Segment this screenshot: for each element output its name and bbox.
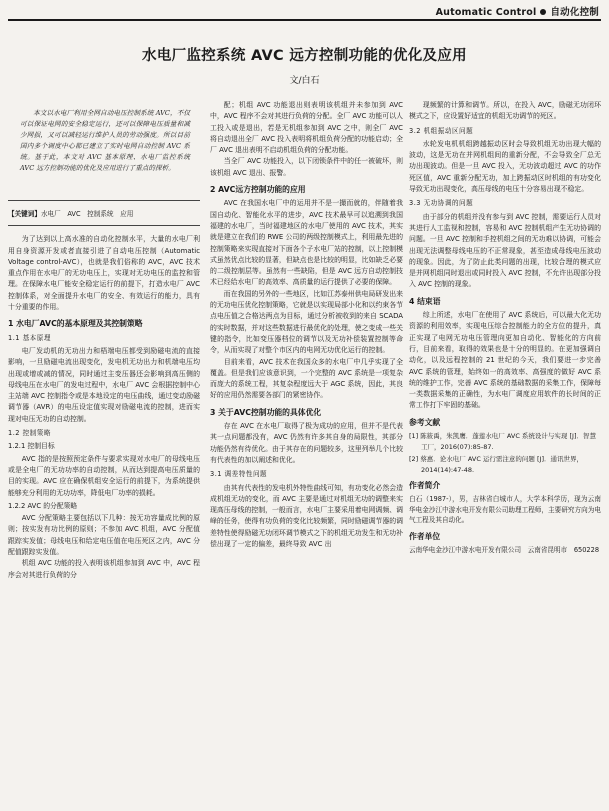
abstract-text: 本文以水电厂利用全网自动电压控制系统 AVC，不仅可以保证电网的安全稳定运行，还可以保障电压质量和减少网损，又可以减轻运行维护人员的劳动强度。所以目前国内多个调度中心都已建立了实时电网自动控制 AVC 系统。基于此，本文对 AVC 基本原理、水电厂监控系统 AVC 远方控制功能的优化及应用进行了重点的探析。 [20, 109, 190, 172]
intro-paragraph: 为了达到以上高水准的自动化控制水平，大量的水电厂利用自身资源开发或者直接引进了自动电压控制（Automatic Voltage control-AVC），也就是我们俗称的 AVC，AVC 技术重点作用在水电厂的无功电压上，实现对无功电压的监控和管理。在保障水电厂能安全稳定运行的前提下，打造水电厂 AVC 控制体系，对全面提升水电厂的安全、有效运行的能力，具有十分重要的作用。 [8, 235, 200, 312]
journal-name-en: Automatic Control [435, 7, 537, 18]
paragraph-2-3: 目前来看，AVC 技术在我国众多的水电厂中几乎实现了全覆盖。但是我们应该意识到，一个完整的 AVC 系统是一项复杂而庞大的系统工程，其复杂程度远大于 AGC 系统，因此，其良好的应用仍然需要各部门的紧密协作。 [210, 357, 403, 400]
paper-author: 文/白石 [289, 76, 320, 86]
paragraph-1-1: 电厂发动机的无功出力和梧端电压都受到励磁电流的直接影响，一旦励磁电流出现变化，发电机无功出力和机端电压均出现或增或减的情况，同时通过主变压器还会影响到高压侧的母线电压在水电厂的发电过程中，水电厂 AVC 会根据控制中心主站端 AVC 控制指令或是本地设定的电压曲线，通过变动励磁调节器（AVR）的电压设定值实现对励磁电流的控制，进而实现对电压无功的自动控制。 [8, 346, 200, 423]
author-unit: 云南华电金沙江中游水电开发有限公司 云南省昆明市 650228 [409, 546, 600, 555]
paragraph-1-2-1: AVC 指的是按照预定条件与要求实现对水电厂的母线电压或是全电厂的无功功率的自动控制，从而达到提高电压质量的目的实现。AVC 应在确保机组安全运行的前提下，为系统提供能够充分利用的无功功率，降低电厂功率的损耗。 [8, 454, 200, 497]
subsection-heading-3-1: 3.1 调差特性问题 [210, 470, 268, 479]
bullet-icon [540, 9, 546, 15]
paragraph-allocation: 配；机组 AVC 功能退出则表明该机组并未参加到 AVC 中，AVC 程序不会对其进行负荷的分配。全厂 AVC 功能可以人工投入或是退出，若是无机组参加到 AVC 之中，则全厂 AVC 将自动退出全厂 AVC 投入表明将机组负荷分配的功能启动；全厂 AVC 退出表明不启动机组负荷的分配功能。 [210, 101, 403, 155]
paragraph-3-2: 水轮发电机机组跨越振动区时会导致机组无功出现大幅的波动，这是无功在并网机组间的重新分配，不会导致全厂总无功出现波动。但是一旦 AVC 投入，无功波动超过 AVC 的功作死区值，AVC 重新分配无功，加上跨振动区时机组的有功变化导致无功出现变化，高压母线的电压十分容易出现不稳定。 [409, 139, 601, 194]
paragraph-1-2-2: AVC 分配策略主要包括以下几种：按无功容量成比例的原则；按实发有功比例的原则；不参加 AVC 机组，AVC 分配值跟踪实发值；母线电压和给定电压值在电压死区之内，AVC 分配值跟踪实发值。 [8, 514, 200, 557]
keywords [8, 200, 200, 226]
paragraph-lock: 当全厂 AVC 功能投入，以下闭锁条件中的任一被破坏，则该机组 AVC 退出、报警。 [210, 157, 403, 177]
paragraph-3-1-cont: 现频繁的计算和调节。所以，在投入 AVC，励磁无功闭环模式之下，应设置好适宜的机组无功调节的死区。 [409, 101, 601, 121]
subsection-heading-3-2: 3.2 机组振动区问题 [409, 126, 474, 135]
author-unit-heading: 作者单位 [409, 531, 441, 541]
column-right [409, 100, 601, 556]
paragraph-3-intro: 存在 AVC 在水电厂取得了极为成功的应用，但并不是代表其一点问题都没有，AVC 仍然有许多其自身的局限性，其部分功能仍然有待优化。由于其存在的问题较多，这里列举几个比较有代表性的加以阐述和优化。 [210, 422, 403, 464]
paragraph-2-2: 而在我国的另外的一些地区，比如江苏泰州供电局研发出来的无功电压优化控制策略，它就是以实现局部小化和以约束各节点电压值之合格达两点为目标，通过分析被收到的来自 SCADA 的实时数据，并对这些数据进行最优化的处理，使之变成一些关键的指令，比如变压器档位的调节以及无功补偿装置控制等命令，从而实现了对整个市区内的电网无功优化运行的控制。 [210, 289, 403, 355]
keywords-text: 水电厂 AVC 控制系统 应用 [40, 210, 134, 218]
section-heading-4: 4 结束语 [409, 296, 441, 306]
subsection-heading-3-3: 3.3 无功协调的问题 [409, 199, 474, 208]
author-bio-heading: 作者简介 [409, 481, 441, 491]
paragraph-3-3: 由于部分的机组并没有参与到 AVC 控制，需要运行人员对其进行人工监视和控制，容易和 AVC 控制机组产生无功协调的问题。一旦 AVC 控制和手控机组之间的无功难以协调，可能会出现无法调整母线电压的不正常现象，甚至造成母线电压波动的现象。因此，为了防止此类问题的出现，比较合理的模式应是并网机组同时退出或同时投入 AVC 控制，不允许出现部分投入 AVC 控制的现象。 [409, 212, 601, 289]
subsection-heading-1-1: 1.1 基本原理 [8, 333, 51, 342]
reference-item: [1] 陈筱禹，朱凯鹰．蓬莲水电厂 AVC 系统设计与实现 [J]．智慧工厂，2016(07):85-87. [409, 432, 596, 451]
subsubsection-heading-1-2-2: 1.2.2 AVC 的分配策略 [8, 501, 78, 510]
keywords-label: 【关键词】 [8, 210, 41, 218]
section-heading-3: 3 关于AVC控制功能的具体优化 [210, 407, 322, 417]
paragraph-1-2-2b: 机组 AVC 功能的投入表明该机组参加到 AVC 中，AVC 程序会对其进行负荷的分 [8, 559, 200, 579]
abstract-box [8, 100, 200, 178]
column-left [8, 100, 200, 581]
subsubsection-heading-1-2-1: 1.2.1 控制目标 [8, 442, 55, 451]
references-heading: 参考文献 [409, 417, 441, 427]
references-list [409, 431, 601, 475]
paragraph-conclusion: 综上所述，水电厂在使用了 AVC 系统后，可以最大化无功资源的利用效率，实现电压综合控制能力的全方位的提升，真正实现了电网无功电压管理向更加自动化、智能化的方向前行，目前来看，取得的效果也是十分的明显的。在更加强调自动化，以及远程控制的 21 世纪的今天，我们要进一步完善 AVC 系统的管理，始终如一的高效率、高强度的做好 AVC 系统的维护工作，完善 AVC 系统的基础数据的采集工作，保障每一类数据采集的正确性，为水电厂调度应用软件的长时间的正常工作打下牢固的基础。 [409, 311, 601, 410]
paragraph-3-1: 由其有代表性的发电机外特性曲线可知，有功变化必然会造成机组无功的变化，而 AVC 主要是通过对机组无功的调整来实现高压母线的控制，一般而言，水电厂主要采用着电网调频、调峰的任务，使得有功负荷的变化比较频繁，同时励磁调节器的调差特性使得励磁无功闭环调节模式之下的机组无功发生和无功补偿出现了一定的偏差，最终导致 AVC 出 [210, 483, 403, 548]
journal-name-cn: 自动化控制 [550, 7, 599, 18]
section-heading-1: 1 水电厂AVC的基本原理及其控制策略 [8, 319, 143, 329]
paragraph-2-1: AVC 在我国水电厂中的运用并不是一撮而就的，伴随着我国自动化、智能化水平的进步，AVC 技术最早可以追溯到我国福建的水电厂，当时福建地区的水电厂使用的 AVC 技术，其实就是建立在我们的 RWE 公司的两级控制模式上，利用最先进的控制策略来实现直接对下面各个子水电厂站的控制，以上控制模式虽然优点比较的显著，但缺点也是比较的明显，比如缺乏必要的二级控制层等。虽然有一些缺陷，但是 AVC 远方自动控制技术已经给水电厂的高效率、高质量的运行提供了必要的保障。 [210, 199, 403, 287]
section-heading-2: 2 AVC远方控制功能的应用 [210, 185, 306, 195]
column-middle [210, 100, 403, 550]
header-rule [8, 19, 601, 21]
journal-header [436, 4, 599, 18]
reference-item: [2] 蔡惠．论水电厂 AVC 运行需注意的问题 [J]．通讯世界，2014(14):47-48. [409, 455, 583, 474]
author-bio: 白石（1987-），男，吉林省白城市人，大学本科学历，现为云南华电金沙江中游水电开发有限公司助理工程师，主要研究方向为电气工程及其自动化。 [409, 495, 601, 525]
paper-title: 水电厂监控系统 AVC 远方控制功能的优化及应用 [142, 48, 467, 64]
subsection-heading-1-2: 1.2 控制策略 [8, 429, 51, 438]
